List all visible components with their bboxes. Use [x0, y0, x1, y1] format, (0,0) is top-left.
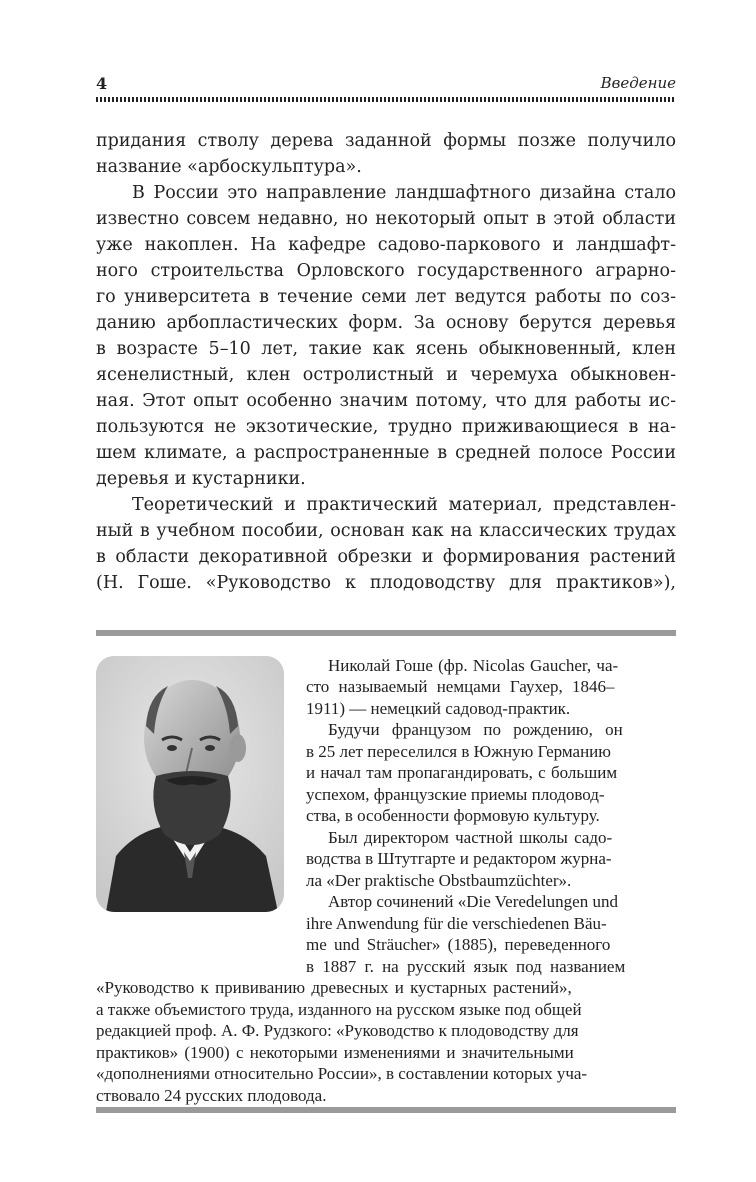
- sidebar-top-rule: [96, 630, 676, 636]
- sidebar-line: редакцией проф. А. Ф. Рудзкого: «Руководство к плодоводству для: [96, 1021, 579, 1040]
- sidebar-line: ihre Anwendung für die verschiedenen Bäu-: [306, 914, 607, 933]
- sidebar-line: me und Sträucher» (1885), переведенного: [306, 935, 611, 954]
- portrait-photo: [96, 656, 284, 912]
- sidebar-line: Будучи французом по рождению, он: [328, 720, 623, 739]
- text-line: ная. Этот опыт особенно значим потому, что для работы ис-: [96, 391, 676, 411]
- sidebar-bottom-rule: [96, 1107, 676, 1113]
- text-line: придания стволу дерева заданной формы позже получило: [96, 131, 676, 151]
- text-line: в области декоративной обрезки и формирования растений: [96, 547, 676, 567]
- text-line: пользуются не экзотические, трудно приживающиеся в на-: [96, 417, 676, 437]
- page-number: 4: [96, 74, 108, 93]
- sidebar-line: Был директором частной школы садо-: [328, 828, 613, 847]
- text-line: ный в учебном пособии, основан как на классических трудах: [96, 521, 676, 541]
- sidebar-line: водства в Штутгарте и редактором журна-: [306, 849, 612, 868]
- text-line: название «арбоскульптура».: [96, 157, 362, 177]
- text-line: в возрасте 5–10 лет, такие как ясень обыкновенный, клен: [96, 339, 676, 359]
- text-line: уже накоплен. На кафедре садово-паркового и ландшафт-: [96, 235, 676, 255]
- sidebar-line: «дополнениями относительно России», в составлении которых уча-: [96, 1064, 588, 1083]
- sidebar-line: «Руководство к прививанию древесных и кустарных растений»,: [96, 978, 572, 997]
- sidebar-line: а также объемистого труда, изданного на русском языке под общей: [96, 1000, 582, 1019]
- body-text: [96, 128, 676, 596]
- text-line: ного строительства Орловского государственного аграрно-: [96, 261, 676, 281]
- text-line: В России это направление ландшафтного дизайна стало: [132, 183, 676, 203]
- sidebar-line: практиков» (1900) с некоторыми изменениями и значительными: [96, 1043, 574, 1062]
- text-line: ясенелистный, клен остролистный и черемуха обыкновен-: [96, 365, 676, 385]
- sidebar-line: ствовало 24 русских плодовода.: [96, 1086, 327, 1105]
- sidebar-line: Николай Гоше (фр. Nicolas Gaucher, ча-: [328, 656, 619, 675]
- header-rule: [96, 97, 676, 102]
- sidebar-line: в 25 лет переселился в Южную Германию: [306, 742, 611, 761]
- text-line: данию арбопластических форм. За основу берутся деревья: [96, 313, 676, 333]
- section-title: Введение: [600, 74, 676, 92]
- text-line: Теоретический и практический материал, представлен-: [132, 495, 676, 515]
- sidebar-line: ства, в особенности формовую культуру.: [306, 806, 600, 825]
- sidebar-line: ла «Der praktische Obstbaumzüchter».: [306, 871, 572, 890]
- running-header: [96, 72, 676, 94]
- text-line: деревья и кустарники.: [96, 469, 306, 489]
- sidebar-line: сто называемый немцами Гаухер, 1846–: [306, 677, 615, 696]
- sidebar-line: Автор сочинений «Die Veredelungen und: [328, 892, 618, 911]
- text-line: (Н. Гоше. «Руководство к плодоводству для практиков»),: [96, 573, 676, 593]
- sidebar-line: и начал там пропагандировать, с большим: [306, 763, 618, 782]
- text-line: известно совсем недавно, но некоторый опыт в этой области: [96, 209, 676, 229]
- text-line: го университета в течение семи лет ведутся работы по соз-: [96, 287, 676, 307]
- text-line: шем климате, а распространенные в средней полосе России: [96, 443, 676, 463]
- sidebar-line: в 1887 г. на русский язык под названием: [306, 957, 626, 976]
- sidebar-line: успехом, французские приемы плодовод-: [306, 785, 605, 804]
- sidebar-line: 1911) — немецкий садовод-практик.: [306, 699, 571, 718]
